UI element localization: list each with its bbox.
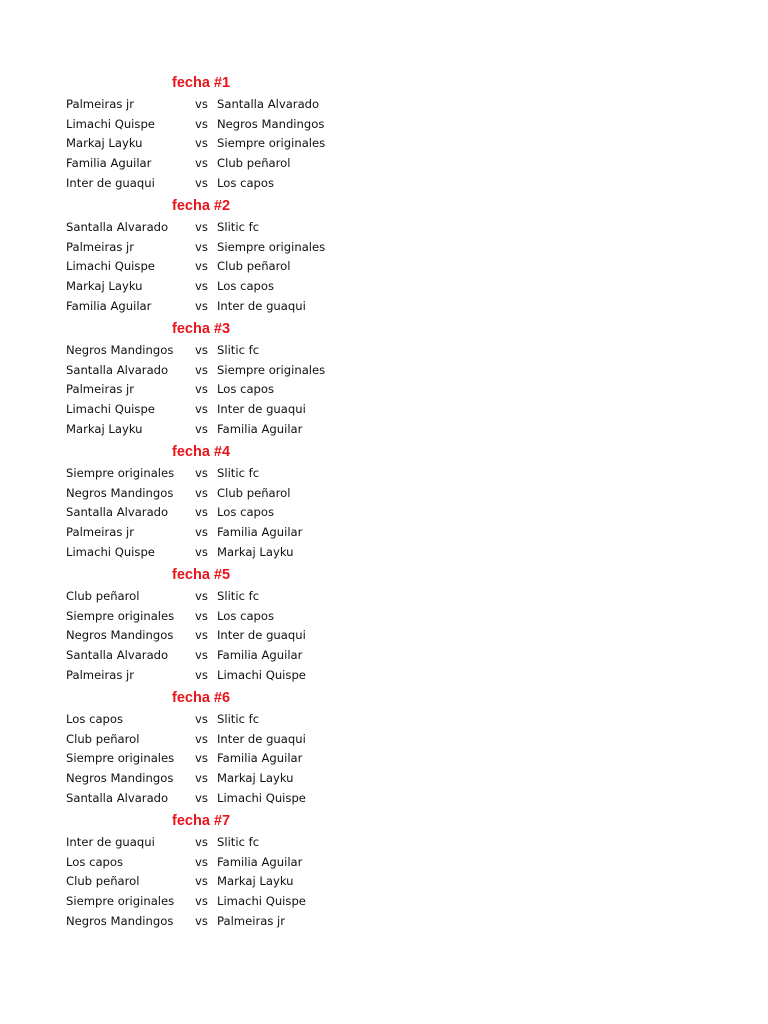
away-team: Markaj Layku <box>217 771 294 786</box>
home-team: Santalla Alvarado <box>66 505 169 520</box>
away-team: Club peñarol <box>217 156 291 171</box>
away-team: Los capos <box>217 505 275 520</box>
match-row <box>0 789 400 808</box>
match-row <box>0 710 400 729</box>
away-team: Familia Aguilar <box>217 648 303 663</box>
away-team: Los capos <box>217 175 275 190</box>
home-team: Santalla Alvarado <box>66 790 169 805</box>
home-team: Inter de guaqui <box>66 835 155 849</box>
away-team: Slitic fc <box>217 220 260 234</box>
home-team: Negros Mandingos <box>66 485 174 500</box>
match-row <box>0 484 400 503</box>
fecha-title: fecha #1 <box>172 75 231 91</box>
fecha-title: fecha #2 <box>172 198 231 214</box>
vs-label: vs <box>195 402 208 417</box>
match-row <box>0 523 400 542</box>
home-team: Palmeiras jr <box>66 525 135 540</box>
home-team: Club peñarol <box>66 731 140 746</box>
home-team: Familia Aguilar <box>66 298 152 313</box>
match-row <box>0 853 400 872</box>
home-team: Siempre originales <box>66 751 175 766</box>
home-team: Santalla Alvarado <box>66 648 169 663</box>
vs-label: vs <box>195 589 208 603</box>
home-team: Limachi Quispe <box>66 116 155 131</box>
home-team: Markaj Layku <box>66 136 143 151</box>
home-team: Negros Mandingos <box>66 771 174 786</box>
match-row <box>0 626 400 645</box>
match-row <box>0 769 400 788</box>
home-team: Markaj Layku <box>66 421 143 436</box>
vs-label: vs <box>195 731 208 746</box>
match-row <box>0 218 400 237</box>
vs-label: vs <box>195 913 208 928</box>
match-row <box>0 464 400 483</box>
match-row <box>0 892 400 911</box>
home-team: Familia Aguilar <box>66 156 152 171</box>
away-team: Inter de guaqui <box>217 628 306 643</box>
away-team: Inter de guaqui <box>217 298 306 313</box>
fecha-title: fecha #5 <box>172 567 231 583</box>
match-row <box>0 238 400 257</box>
home-team: Siempre originales <box>66 894 175 909</box>
match-row <box>0 503 400 522</box>
match-row <box>0 277 400 296</box>
away-team: Inter de guaqui <box>217 731 306 746</box>
match-row <box>0 115 400 134</box>
away-team: Slitic fc <box>217 835 260 849</box>
away-team: Los capos <box>217 382 275 397</box>
match-row <box>0 730 400 749</box>
away-team: Negros Mandingos <box>217 116 325 131</box>
vs-label: vs <box>195 667 208 682</box>
away-team: Slitic fc <box>217 712 260 726</box>
match-row <box>0 174 400 193</box>
fecha-title: fecha #6 <box>172 690 231 706</box>
match-row <box>0 380 400 399</box>
away-team: Slitic fc <box>217 589 260 603</box>
home-team: Palmeiras jr <box>66 239 135 254</box>
match-row <box>0 749 400 768</box>
away-team: Los capos <box>217 279 275 294</box>
vs-label: vs <box>195 751 208 766</box>
home-team: Santalla Alvarado <box>66 220 169 234</box>
home-team: Limachi Quispe <box>66 544 155 559</box>
match-row <box>0 607 400 626</box>
home-team: Palmeiras jr <box>66 667 135 682</box>
away-team: Markaj Layku <box>217 544 294 559</box>
home-team: Club peñarol <box>66 589 140 603</box>
fecha-title: fecha #7 <box>172 813 231 829</box>
vs-label: vs <box>195 894 208 909</box>
vs-label: vs <box>195 382 208 397</box>
match-row <box>0 872 400 891</box>
vs-label: vs <box>195 259 208 274</box>
away-team: Limachi Quispe <box>217 790 306 805</box>
vs-label: vs <box>195 790 208 805</box>
away-team: Santalla Alvarado <box>217 97 320 111</box>
home-team: Limachi Quispe <box>66 402 155 417</box>
away-team: Siempre originales <box>217 136 326 151</box>
away-team: Limachi Quispe <box>217 667 306 682</box>
away-team: Siempre originales <box>217 239 326 254</box>
away-team: Club peñarol <box>217 485 291 500</box>
vs-label: vs <box>195 175 208 190</box>
vs-label: vs <box>195 421 208 436</box>
vs-label: vs <box>195 116 208 131</box>
match-row <box>0 833 400 852</box>
home-team: Markaj Layku <box>66 279 143 294</box>
away-team: Los capos <box>217 608 275 623</box>
away-team: Limachi Quispe <box>217 894 306 909</box>
home-team: Club peñarol <box>66 874 140 889</box>
home-team: Siempre originales <box>66 608 175 623</box>
match-row <box>0 646 400 665</box>
home-team: Los capos <box>66 854 124 869</box>
vs-label: vs <box>195 485 208 500</box>
match-row <box>0 912 400 931</box>
vs-label: vs <box>195 525 208 540</box>
away-team: Familia Aguilar <box>217 421 303 436</box>
match-row <box>0 341 400 360</box>
vs-label: vs <box>195 874 208 889</box>
away-team: Familia Aguilar <box>217 751 303 766</box>
home-team: Negros Mandingos <box>66 628 174 643</box>
vs-label: vs <box>195 279 208 294</box>
vs-label: vs <box>195 362 208 377</box>
away-team: Familia Aguilar <box>217 525 303 540</box>
match-row <box>0 666 400 685</box>
away-team: Slitic fc <box>217 466 260 480</box>
match-row <box>0 95 400 114</box>
match-row <box>0 134 400 153</box>
vs-label: vs <box>195 854 208 869</box>
match-row <box>0 257 400 276</box>
away-team: Club peñarol <box>217 259 291 274</box>
home-team: Limachi Quispe <box>66 259 155 274</box>
match-row <box>0 154 400 173</box>
vs-label: vs <box>195 712 208 726</box>
vs-label: vs <box>195 544 208 559</box>
match-row <box>0 400 400 419</box>
vs-label: vs <box>195 298 208 313</box>
vs-label: vs <box>195 466 208 480</box>
vs-label: vs <box>195 505 208 520</box>
away-team: Palmeiras jr <box>217 913 286 928</box>
fecha-title: fecha #3 <box>172 321 231 337</box>
home-team: Inter de guaqui <box>66 175 155 190</box>
vs-label: vs <box>195 239 208 254</box>
vs-label: vs <box>195 835 208 849</box>
match-row <box>0 297 400 316</box>
vs-label: vs <box>195 220 208 234</box>
vs-label: vs <box>195 608 208 623</box>
home-team: Palmeiras jr <box>66 382 135 397</box>
home-team: Santalla Alvarado <box>66 362 169 377</box>
away-team: Familia Aguilar <box>217 854 303 869</box>
away-team: Siempre originales <box>217 362 326 377</box>
vs-label: vs <box>195 97 208 111</box>
vs-label: vs <box>195 628 208 643</box>
vs-label: vs <box>195 136 208 151</box>
vs-label: vs <box>195 648 208 663</box>
match-row <box>0 420 400 439</box>
away-team: Inter de guaqui <box>217 402 306 417</box>
match-row <box>0 361 400 380</box>
home-team: Negros Mandingos <box>66 913 174 928</box>
match-row <box>0 587 400 606</box>
home-team: Negros Mandingos <box>66 343 174 357</box>
vs-label: vs <box>195 343 208 357</box>
away-team: Slitic fc <box>217 343 260 357</box>
away-team: Markaj Layku <box>217 874 294 889</box>
vs-label: vs <box>195 771 208 786</box>
home-team: Palmeiras jr <box>66 97 135 111</box>
home-team: Siempre originales <box>66 466 175 480</box>
fecha-title: fecha #4 <box>172 444 231 460</box>
home-team: Los capos <box>66 712 124 726</box>
match-row <box>0 543 400 562</box>
vs-label: vs <box>195 156 208 171</box>
